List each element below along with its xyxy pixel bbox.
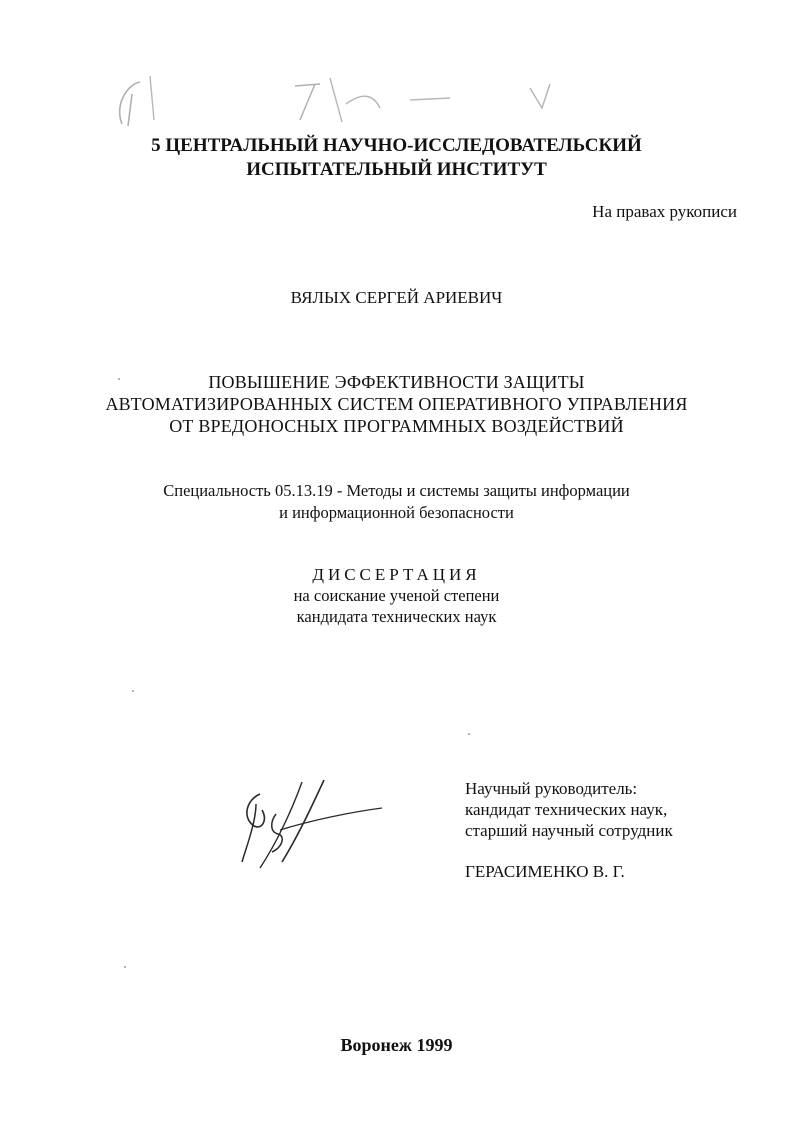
institution-line-1: 5 ЦЕНТРАЛЬНЫЙ НАУЧНО-ИССЛЕДОВАТЕЛЬСКИЙ [151,135,642,156]
specialty-line-1: Специальность 05.13.19 - Методы и системы защиты информации [163,481,630,500]
scientific-advisor [465,778,673,882]
dissertation-title [0,371,793,437]
scan-speck [132,690,134,692]
specialty [0,480,793,524]
pencil-archive-mark-icon [110,64,570,134]
place-and-year: Воронеж 1999 [340,1035,453,1055]
degree-line-2: кандидата технических наук [296,607,497,626]
author-name: ВЯЛЫХ СЕРГЕЙ АРИЕВИЧ [290,288,503,307]
institution-name [0,134,793,182]
scan-speck [468,733,470,735]
scan-speck [118,378,120,380]
specialty-line-2: и информационной безопасности [279,503,514,522]
advisor-degree: кандидат технических наук, [465,800,668,819]
title-line-2: АВТОМАТИЗИРОВАННЫХ СИСТЕМ ОПЕРАТИВНОГО УПРАВЛЕНИЯ [105,394,688,414]
rights-note: На правах рукописи [592,202,737,221]
degree-block [0,564,793,627]
title-line-3: ОТ ВРЕДОНОСНЫХ ПРОГРАММНЫХ ВОЗДЕЙСТВИЙ [169,416,624,436]
signature-icon [232,770,392,880]
advisor-rank: старший научный сотрудник [465,821,673,840]
advisor-role: Научный руководитель: [465,779,638,798]
title-line-1: ПОВЫШЕНИЕ ЭФФЕКТИВНОСТИ ЗАЩИТЫ [208,372,585,392]
dissertation-label: ДИССЕРТАЦИЯ [312,565,481,584]
scan-speck [124,966,126,968]
institution-line-2: ИСПЫТАТЕЛЬНЫЙ ИНСТИТУТ [246,159,547,180]
degree-line-1: на соискание ученой степени [293,586,500,605]
advisor-name: ГЕРАСИМЕНКО В. Г. [465,862,625,881]
